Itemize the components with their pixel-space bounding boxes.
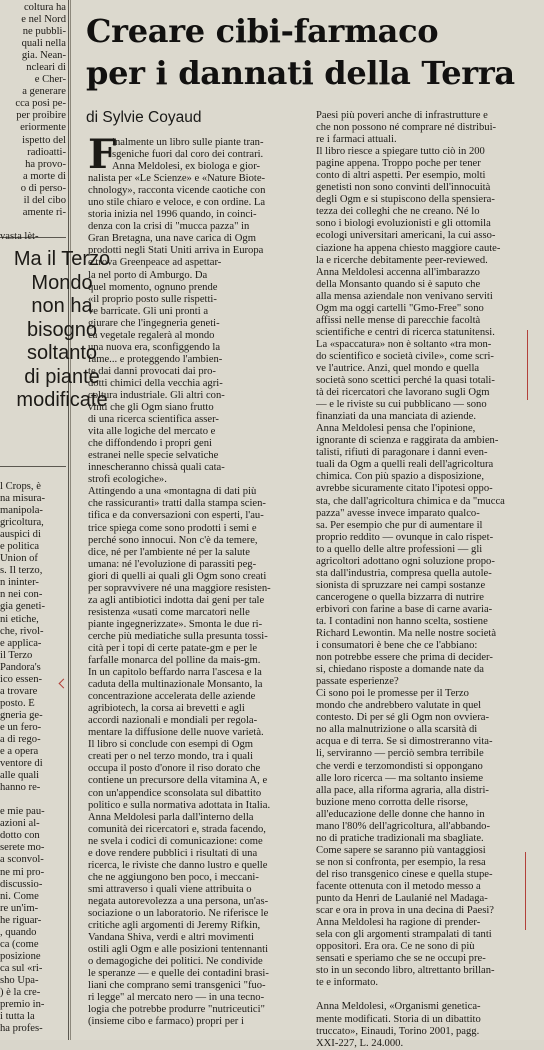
left-line: auspici di [0, 529, 41, 541]
text-line: e trova Greenpeace ad aspettar- [88, 257, 222, 269]
text-line: che ne aggiungono ben poco, i meccani- [88, 871, 259, 883]
text-line: sa. Per esempio che pur di aumentare il [316, 519, 483, 531]
left-line: discussio- [0, 878, 43, 890]
text-line: ve l'autrice. Anzi, quel mondo e quella [316, 362, 480, 374]
text-line: la e ricerche debitamente peer-reviewed. [316, 254, 488, 266]
text-line: Anna Meldolesi pensa che l'opinione, [316, 423, 476, 435]
text-line: sgeniche fuori dal coro dei contrari. [112, 149, 264, 161]
left-line: ni etiche, [0, 613, 39, 625]
text-line: mano l'80% dell'agricoltura, all'abbando- [316, 820, 490, 832]
left-line: ncleari di [26, 62, 66, 74]
left-line: ispetto del [22, 134, 66, 146]
text-line: umana: né l'evoluzione di parassiti peg- [88, 558, 257, 570]
text-line: chimica. Con più spazio a disposizione, [316, 471, 484, 483]
left-line: i tutta la [0, 1011, 35, 1023]
text-line: non potrebbe essere che prima di decider- [316, 652, 493, 664]
text-line: Anna Meldolesi accenna all'imbarazzo [316, 266, 480, 278]
text-line: sociazione o un laboratorio. Ne riferisce le [88, 908, 269, 919]
text-line: giori di quelli ai quali gli Ogm sono creati [88, 570, 267, 582]
text-line: che non possono né comprare né distribui- [316, 122, 497, 134]
text-line: ne svela i codici di comunicazione: come [88, 835, 263, 847]
text-line: ciazione ha appena chiesto maggiore caute- [316, 242, 501, 254]
text-line: denza con la crisi di "mucca pazza" in [88, 221, 250, 233]
pull-quote-line: bisogno [26, 318, 98, 341]
text-line: e dove rendere pubblici i risultati di una [88, 847, 258, 859]
text-line: XXI-227, L. 24.000. [316, 1037, 404, 1049]
left-line: ventore di [0, 758, 43, 770]
text-line: quel momento, ognuno prende [88, 281, 218, 293]
text-line: vinti che gli Ogm siano frutto [88, 402, 214, 414]
text-line: to a quello delle altre professioni — gli [316, 543, 483, 555]
text-line: In un capitolo beffardo narra l'ascesa e la [88, 667, 262, 679]
text-line: — e le riviste su cui pubblicano — sono [316, 399, 487, 411]
pullquote-rule-bottom [0, 466, 66, 467]
text-line: negata autorevolezza a una persona, un'as- [88, 895, 269, 907]
pen-margin-mark [527, 330, 528, 400]
text-line: re i farmaci attuali. [316, 134, 397, 146]
left-line: gneria ge- [0, 709, 43, 721]
text-line: se non si confronta, per esempio, la resa [316, 856, 486, 868]
text-line: Il libro riesce a spiegare tutto ciò in 200 [316, 146, 485, 158]
text-line [316, 989, 542, 1001]
text-line: coltura industriale. Gli altri con- [88, 389, 225, 401]
text-line: nalista per «Le Scienze» e «Nature Biote- [88, 173, 266, 185]
right-column [316, 110, 542, 1050]
text-line: vita alle logiche del mercato e [88, 426, 216, 438]
text-line: avrebbe sicuramente citato l'ipotesi oppo- [316, 483, 493, 495]
text-line: contiene un precursore della vitamina A, e [88, 775, 268, 787]
text-line: li, serviranno — perciò sembra terribile [316, 748, 484, 760]
left-line: posto. È [0, 697, 35, 709]
text-line: sta, che dall'agricoltura chimica e da "mucca [316, 495, 505, 507]
text-line: resistenza «usati come marcatori nelle [88, 606, 250, 618]
text-line: no alla malnutrizione o alla scarsità di [316, 724, 478, 736]
left-line: gricoltura, [0, 517, 44, 529]
headline-line: per i dannati della Terra [86, 54, 515, 92]
text-line: sela con gli argomenti strampalati di tanti [316, 929, 492, 941]
text-line: del riso transgenico cinese e quella stupe- [316, 868, 493, 880]
text-line: punto da Henri de Laulanié nel Madaga- [316, 893, 488, 905]
left-line: gia. Nean- [21, 50, 66, 62]
text-line: ve barricate. Gli uni pronti a [88, 305, 209, 317]
middle-column [88, 131, 310, 1028]
text-line: una nuova era, sconfiggendo la [88, 341, 221, 353]
left-line [0, 219, 66, 231]
text-line: Come sapere se saranno più vantaggiosi [316, 844, 486, 856]
text-line: le speranze — e quelle dei contadini brasi- [88, 968, 269, 980]
text-line: della Monsanto quando si è saputo che [316, 278, 481, 290]
left-line: ni. Come [0, 890, 39, 902]
left-line: coltura ha [23, 2, 66, 13]
text-line: cità per i topi di certe patate-gm e per le [88, 642, 258, 654]
left-line [0, 794, 66, 806]
left-line: e a opera [0, 746, 39, 758]
text-line: ignorante di scienza e raggirata da ambien- [316, 435, 499, 447]
text-line: mentare la diffusione delle nuove varietà. [88, 727, 264, 739]
left-line: gia geneti- [0, 601, 46, 613]
text-line: di una ricerca scientifica asser- [88, 414, 219, 426]
left-line: e applica- [0, 637, 42, 649]
left-line: vasta lèt- [0, 230, 39, 242]
text-line: tà dei ricercatori che lavorano sugli Ogm [316, 387, 490, 399]
text-line: politico e sulla normativa adottata in Italia. [88, 799, 271, 811]
text-line: fame... e proteggendo l'ambien- [88, 353, 223, 365]
text-line: Paesi più poveri anche di infrastrutture e [316, 110, 488, 121]
left-line: ico essen- [0, 673, 43, 685]
left-line: n ininter- [0, 577, 39, 589]
text-line: ri legge" al mercato nero — in una tecno- [88, 992, 265, 1004]
text-line: passate esperienze? [316, 676, 399, 688]
text-line: acqua e di terra. Se si dimostreranno vita- [316, 736, 493, 748]
text-line: ca vegetale regalerà al mondo [88, 329, 215, 341]
text-line: tifica e da conversazioni con esperti, l'au- [88, 510, 264, 522]
left-line: Union of [0, 553, 38, 565]
pull-quote-line: modificate [16, 389, 108, 411]
left-line: ca (come [0, 938, 39, 950]
text-line: Vandana Shiva, verdi e altri movimenti [88, 932, 254, 944]
text-line: mente modificati. Storia di un dibattito [316, 1013, 481, 1025]
left-line: il del cibo [23, 194, 66, 206]
left-line: s. Il terzo, [0, 565, 43, 577]
text-line: Ogm ma oggi cartelli "Gmo-Free" sono [316, 302, 484, 314]
left-line: a generare [22, 86, 66, 98]
text-line: te e informato. [316, 977, 379, 989]
text-line: Anna Meldolesi, «Organismi genetica- [316, 1001, 481, 1013]
left-line: amente ri- [22, 206, 66, 218]
text-line: o demagogiche dei politici. Ne condivide [88, 956, 263, 968]
text-line: oppositori. Era ora. Ce ne sono di più [316, 941, 475, 953]
text-line: (insieme cibo e farmaco) propri per i [88, 1016, 244, 1028]
byline: di Sylvie Coyaud [86, 109, 202, 126]
left-line: premio in- [0, 999, 45, 1011]
text-line: prodotti negli Stati Uniti arriva in Europa [88, 245, 264, 257]
pull-quote-line: Mondo [31, 271, 93, 294]
text-line: proprio reddito — ovunque in calo rispet- [316, 531, 494, 543]
left-line: che, rivol- [0, 625, 44, 637]
headline-line: Creare cibi-farmaco [86, 12, 439, 50]
text-line: ecologi universitari americani, la cui asso- [316, 230, 496, 242]
text-line: piante ingegnerizzate». Smonta le due ri- [88, 618, 263, 630]
left-line: radioatti- [27, 146, 66, 158]
text-line: trice spiega come sono prodotti i semi e [88, 522, 257, 534]
left-line: a di rego- [0, 733, 41, 745]
text-line: ostili agli Ogm e alle posizioni tentennanti [88, 944, 269, 956]
left-line: na misura- [0, 493, 46, 505]
column-rule-left [68, 0, 69, 1040]
left-line: e politica [0, 541, 40, 553]
text-line: ricerca, le riviste che danno lustro e quelle [88, 859, 268, 871]
left-line: e nel Nord [21, 14, 66, 26]
text-line: Anna Meldolesi parla dall'interno della [88, 811, 254, 823]
left-column-bottom [0, 481, 66, 1035]
left-line: Pandora's [0, 661, 41, 673]
left-line: manipola- [0, 505, 43, 517]
text-line: Richard Lewontin. Ma nelle nostre società [316, 628, 497, 640]
text-line: te dai danni provocati dai pro- [88, 365, 216, 377]
text-line: strofi ecologiche». [88, 474, 167, 486]
text-line: degli Ogm e si stupiscono della spensiera- [316, 194, 495, 206]
left-line: posizione [0, 950, 41, 962]
left-line: ca sul «ri- [0, 962, 43, 974]
text-line: caduta della multinazionale Monsanto, la [88, 679, 263, 691]
text-line: Attingendo a una «montagna di dati più [88, 486, 257, 498]
left-column-top [0, 2, 66, 243]
left-line: cca posi pe- [15, 98, 66, 110]
text-line: no di pratiche tradizionali ma sbagliate. [316, 832, 484, 844]
left-line: hanno re- [0, 782, 41, 794]
text-line: pazza" avesse invece imparato qualco- [316, 507, 480, 519]
left-line: e Cher- [34, 74, 66, 86]
column-rule-right [70, 0, 71, 1040]
text-line: do scientifico e società civile», come scri- [316, 350, 494, 362]
left-line: e un fero- [0, 721, 42, 733]
left-line: serete mo- [0, 842, 45, 854]
text-line: genetisti non sono convinti dell'innocuità [316, 182, 491, 194]
text-line: occupa il posto d'onore il riso dorato che [88, 763, 261, 775]
left-line: il Terzo [0, 649, 33, 661]
text-line: comunità dei ricercatori e, strada facendo, [88, 823, 266, 835]
text-line: innescheranno chissà quali cata- [88, 462, 225, 474]
text-line: buzione meno corrotta delle risorse, [316, 796, 469, 808]
left-line: l Crops, è [0, 481, 41, 492]
left-line: alle quali [0, 770, 40, 782]
text-line: con un'appendice sconsolata sul dibattito [88, 787, 262, 799]
left-line: ne pubbli- [22, 26, 66, 38]
pull-quote-line: non ha [31, 295, 93, 317]
text-line: farfalle monarca del polline da mais-gm. [88, 655, 261, 667]
text-line: conto di altri aspetti. Per esempio, molti [316, 170, 486, 182]
left-line: ne mi pro- [0, 866, 45, 878]
text-line: giurare che l'ingegneria geneti- [88, 317, 220, 329]
text-line: chnology», racconta vicende caotiche con [88, 185, 266, 197]
left-line: n nei con- [0, 589, 43, 601]
text-line: scientifiche e centri di ricerca statunitensi. [316, 326, 495, 338]
left-line: per proibire [16, 110, 66, 122]
text-line: liani che comprano semi transgenici "fuo- [88, 980, 266, 992]
text-line: creati per o nel terzo mondo, tra i quali [88, 751, 254, 763]
text-line: cerche più mediatiche sulla presunta tossi- [88, 630, 268, 642]
text-line: mondo che andrebbero valutate in quel [316, 700, 482, 712]
text-line: Gran Bretagna, una nave carica di Ogm [88, 233, 256, 245]
text-line: che diffondendo i propri geni [88, 438, 212, 450]
pen-margin-mark [525, 852, 526, 930]
text-line: si, chiedano risposte a domande nate da [316, 664, 484, 676]
drop-cap: F [88, 131, 117, 178]
text-line: per sopravvivere né una maggiore resisten- [88, 582, 271, 594]
text-line: smi attraverso i quali viene attribuita o [88, 883, 252, 895]
left-line: ) è la cre- [0, 986, 41, 998]
left-line: azioni al- [0, 818, 40, 830]
text-line: agribiotech, la corsa ai brevetti e agli [88, 703, 245, 715]
left-line: re un'im- [0, 902, 39, 914]
text-line: cancerogene o quella bizzarra di nutrire [316, 591, 484, 603]
text-line: sensati e speriamo che se ne occupi pre- [316, 953, 486, 965]
text-line: logia che potrebbe produrre "nutriceutici" [88, 1004, 265, 1016]
text-line: Ci sono poi le promesse per il Terzo [316, 688, 469, 700]
text-line: dice, né per l'ambiente né per la salute [88, 546, 250, 558]
text-line: finanziati da una manciata di aziende. [316, 411, 477, 423]
left-line: quali nella [21, 38, 66, 50]
left-line: ha profes- [0, 1023, 43, 1035]
left-line: ha provo- [25, 158, 66, 170]
text-line: za agli antibiotici indotta dai geni per tale [88, 594, 265, 606]
text-line: che rassicuranti» tratti dalla stampa scien- [88, 498, 266, 510]
text-line: sionista di spruzzare nei campi sostanze [316, 579, 486, 591]
left-line: , quando [0, 926, 37, 938]
left-line: sho Upa- [0, 974, 39, 986]
text-line: alla pace, alla riforma agraria, alla distri- [316, 784, 489, 796]
text-line: estranei nelle specie selvatiche [88, 450, 219, 462]
text-line: ta. I contadini non hanno scelta, sostiene [316, 615, 488, 627]
text-line: Anna Meldolesi, ex biologa e gior- [112, 161, 261, 173]
text-line: talisti, rifiuti di paragonare i danni even- [316, 447, 488, 459]
text-line: facente ottenuta con il metodo messo a [316, 881, 481, 892]
text-line: agricoltori adottano ogni soluzione propo- [316, 555, 495, 567]
text-line: erbivori con farine a base di carne avaria- [316, 603, 493, 615]
text-line: affissi nelle mense di parecchie facoltà [316, 314, 481, 326]
text-line: tezza dei colleghi che ne creano. Né lo [316, 206, 480, 218]
text-line: che verdi e terzomondisti si oppongano [316, 760, 483, 772]
text-line: alle loro ricerca — ma soltanto insieme [316, 772, 484, 784]
text-line: uno stile chiaro e veloce, e con ordine. La [88, 197, 266, 209]
text-line: sono i biologi evoluzionisti e gli ottomila [316, 218, 491, 230]
left-line: a morte di [23, 170, 66, 182]
text-line: sta dall'industria, compresa quella autole- [316, 567, 492, 579]
pull-quote-line: Ma il Terzo [13, 248, 111, 270]
text-line: critiche agli argomenti di Jeremy Rifkin, [88, 920, 261, 932]
text-line: società sono scettici perché la quasi totali- [316, 375, 495, 387]
text-line: i consumatori è bene che ce l'abbiano: [316, 640, 478, 652]
text-line: scar e ora in prova in una decina di Paesi? [316, 905, 494, 917]
text-line: storia inizia nel 1996 quando, in coinci- [88, 209, 257, 221]
text-line: accordi nazionali e mondiali per regola- [88, 715, 258, 727]
text-line: sto in un secondo libro, altrettanto brillan- [316, 965, 495, 977]
text-line: Il libro si conclude con esempi di Ogm [88, 739, 254, 751]
left-line: eriormente [20, 122, 66, 134]
left-line: e mie pau- [0, 806, 45, 818]
text-line: dotti chimici della vecchia agri- [88, 377, 223, 389]
text-line: inalmente un libro sulle piante tran- [112, 137, 264, 148]
text-line: La «spaccatura» non è soltanto «tra mon- [316, 338, 492, 350]
left-line: a trovare [0, 685, 38, 697]
headline [86, 10, 542, 94]
left-line: dotto con [0, 830, 40, 842]
text-line: tuali da Ogm a quelli reali dell'agricoltura [316, 459, 494, 471]
text-line: perché sono innocui. Non c'è da temere, [88, 534, 258, 546]
text-line: concentrazione accelerata delle aziende [88, 691, 256, 703]
text-line: la nel porto di Amburgo. Da [88, 269, 208, 281]
left-line: a sconvol- [0, 854, 44, 866]
pull-quote-line: di piante [24, 365, 100, 388]
pull-quote-line: soltanto [26, 342, 98, 364]
text-line: truccato», Einaudi, Torino 2001, pagg. [316, 1025, 480, 1037]
text-line: all'educazione delle donne che hanno in [316, 808, 485, 820]
text-line: contesto. Di per sé gli Ogm non ovviera- [316, 712, 489, 724]
text-line: Anna Meldolesi ha ragione di prender- [316, 917, 481, 929]
left-line: o di perso- [20, 182, 66, 194]
left-line: he riguar- [0, 914, 42, 926]
text-line: alla mensa aziendale non venivano serviti [316, 290, 493, 302]
text-line: «il proprio posto sulle rispetti- [88, 293, 217, 305]
text-line: pagine appena. Troppo poche per tener [316, 158, 481, 170]
